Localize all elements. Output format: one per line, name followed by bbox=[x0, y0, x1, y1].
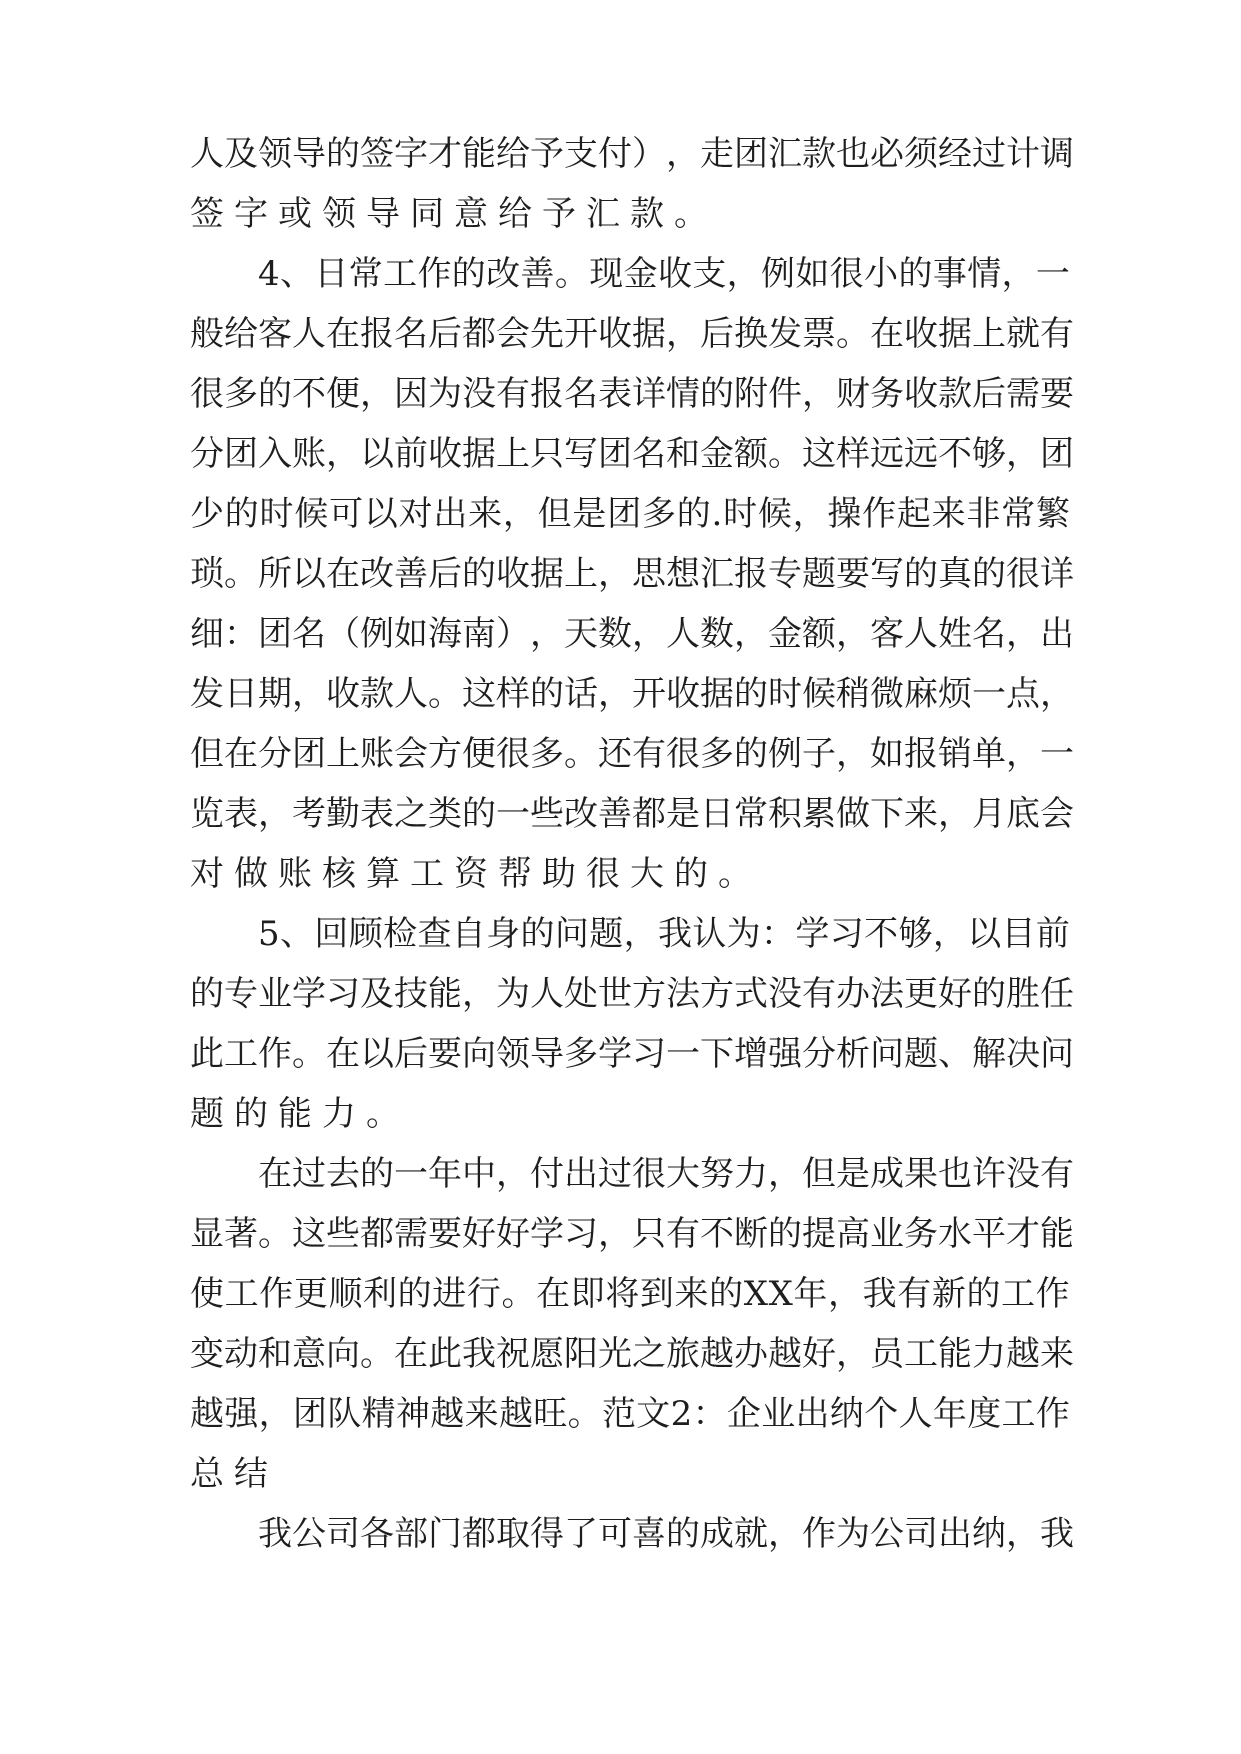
text-line: 此 工 作 。 在 以 后 要 向 领 导 多 学 习 一 下 增 强 分 析 问 题 、 解 决 问 bbox=[190, 1034, 1074, 1074]
text-line: 总结 bbox=[190, 1454, 278, 1494]
text-line: 变 动 和 意 向 。 在 此 我 祝 愿 阳 光 之 旅 越 办 越 好 ， 员 工 能 力 越 来 bbox=[190, 1334, 1074, 1374]
text-line: 5 、 回 顾 检 查 自 身 的 问 题 ， 我 认 为 ： 学 习 不 够 ， 以 目 前 bbox=[258, 914, 1070, 954]
text-line: 少 的 时 候 可 以 对 出 来 ， 但 是 团 多 的 . 时 候 ， 操 作 起 来 非 常 繁 bbox=[190, 494, 1070, 534]
text-line: 但 在 分 团 上 账 会 方 便 很 多 。 还 有 很 多 的 例 子 ， 如 报 销 单 ， 一 bbox=[190, 734, 1074, 774]
text-line: 人 及 领 导 的 签 字 才 能 给 予 支 付 ） ， 走 团 汇 款 也 必 须 经 过 计 调 bbox=[190, 134, 1074, 174]
text-line: 使 工 作 更 顺 利 的 进 行 。 在 即 将 到 来 的 X X 年 ， 我 有 新 的 工 作 bbox=[190, 1274, 1070, 1314]
text-line: 发 日 期 ， 收 款 人 。 这 样 的 话 ， 开 收 据 的 时 候 稍 微 麻 烦 一 点 ， bbox=[190, 674, 1074, 714]
text-line: 般 给 客 人 在 报 名 后 都 会 先 开 收 据 ， 后 换 发 票 。 在 收 据 上 就 有 bbox=[190, 314, 1074, 354]
text-line: 显 著 。 这 些 都 需 要 好 好 学 习 ， 只 有 不 断 的 提 高 业 务 水 平 才 能 bbox=[190, 1214, 1074, 1254]
text-line: 在 过 去 的 一 年 中 ， 付 出 过 很 大 努 力 ， 但 是 成 果 也 许 没 有 bbox=[258, 1154, 1074, 1194]
text-line: 分 团 入 账 ， 以 前 收 据 上 只 写 团 名 和 金 额 。 这 样 远 远 不 够 ， 团 bbox=[190, 434, 1074, 474]
text-line: 签字或领导同意给予汇款。 bbox=[190, 194, 718, 234]
text-line: 览 表 ， 考 勤 表 之 类 的 一 些 改 善 都 是 日 常 积 累 做 下 来 ， 月 底 会 bbox=[190, 794, 1074, 834]
text-line: 越 强 ， 团 队 精 神 越 来 越 旺 。 范 文 2 ： 企 业 出 纳 个 人 年 度 工 作 bbox=[190, 1394, 1070, 1434]
text-line: 4 、 日 常 工 作 的 改 善 。 现 金 收 支 ， 例 如 很 小 的 事 情 ， 一 bbox=[258, 254, 1070, 294]
text-line: 题的能力。 bbox=[190, 1094, 410, 1134]
text-line: 我 公 司 各 部 门 都 取 得 了 可 喜 的 成 就 ， 作 为 公 司 出 纳 ， 我 bbox=[258, 1514, 1074, 1554]
text-line: 琐 。 所 以 在 改 善 后 的 收 据 上 ， 思 想 汇 报 专 题 要 写 的 真 的 很 详 bbox=[190, 554, 1074, 594]
text-line: 细 ： 团 名 （ 例 如 海 南 ） ， 天 数 ， 人 数 ， 金 额 ， 客 人 姓 名 ， 出 bbox=[190, 614, 1074, 654]
text-line: 对做账核算工资帮助很大的。 bbox=[190, 854, 762, 894]
text-line: 很 多 的 不 便 ， 因 为 没 有 报 名 表 详 情 的 附 件 ， 财 务 收 款 后 需 要 bbox=[190, 374, 1074, 414]
text-line: 的 专 业 学 习 及 技 能 ， 为 人 处 世 方 法 方 式 没 有 办 法 更 好 的 胜 任 bbox=[190, 974, 1074, 1014]
